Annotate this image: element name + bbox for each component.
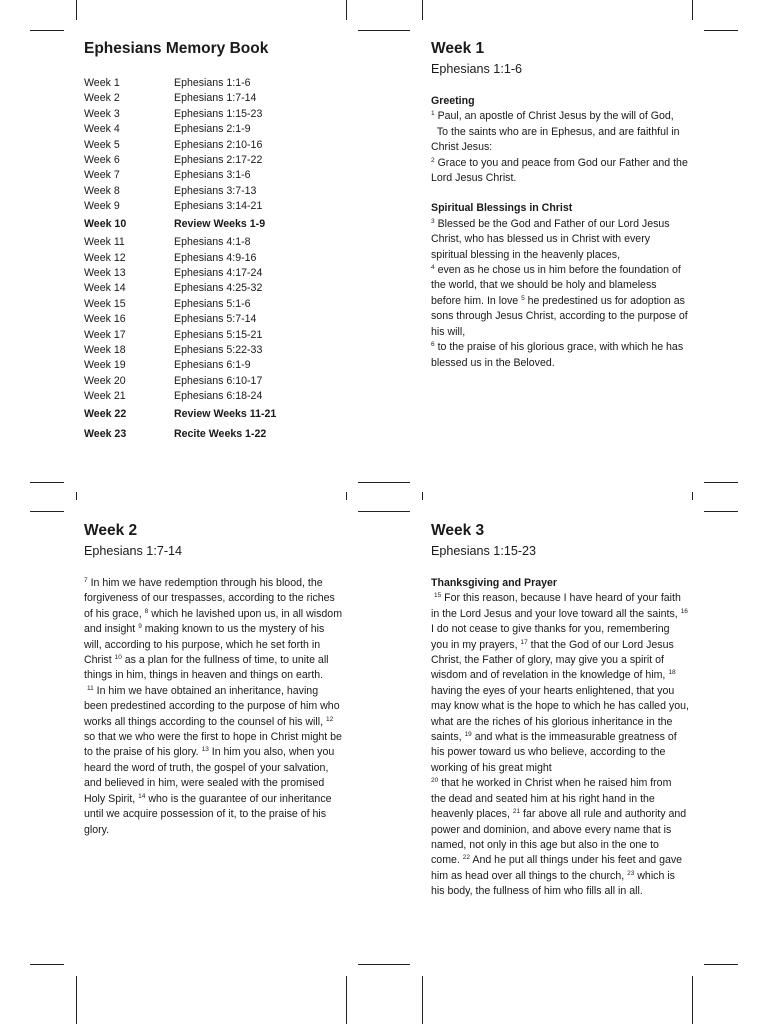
verse-paragraph [431,217,689,263]
crop-mark [422,492,423,500]
crop-mark [346,976,347,1024]
verse-number: 2 [431,156,435,164]
week2-panel [84,520,345,838]
verse-text: having the eyes of your hearts enlightened, that you may know what is the hope to which he has called you, what are the riches of his glorious inheritance in the saints, [431,669,692,744]
verse-number: 14 [138,792,146,800]
verse-paragraph [431,125,689,156]
toc-reference: Ephesians 3:1-6 [174,169,251,182]
toc-row [84,184,276,199]
toc-table [84,76,276,446]
verse-text: Blessed be the God and Father of our Lord Jesus Christ, who has blessed us in Christ with every spiritual blessing in the heavenly places, [431,217,673,261]
verse-text: In him we have obtained an inheritance, having been predestined according to the purpose of him who works all things according to the counsel of his will, [84,684,343,728]
verse-number: 3 [431,217,435,225]
toc-week: Week 9 [84,200,120,213]
verse-number: 23 [627,869,635,877]
section-heading: Greeting [431,95,475,107]
toc-reference: Ephesians 5:7-14 [174,313,257,326]
crop-mark [376,964,410,965]
toc-row [84,251,276,266]
crop-mark [422,0,423,20]
toc-week: Week 18 [84,344,126,356]
toc-week: Week 1 [84,77,120,89]
toc-row [84,358,276,373]
crop-mark [704,30,738,31]
verse-text: which is his body, the fullness of him who fills all in all. [431,869,678,898]
toc-reference: Ephesians 2:10-16 [174,138,263,151]
toc-week: Week 3 [84,107,120,120]
toc-reference: Ephesians 4:25-32 [174,282,263,295]
verse-number: 9 [138,623,142,631]
verse-text: that he worked in Christ when he raised him from the dead and seated him at his right hand in the heavenly places, [431,777,675,821]
verse-paragraph [431,263,689,340]
crop-mark [76,976,77,1024]
verse-text: And he put all things under his feet and gave him as head over all things to the church, [431,854,686,882]
verse-text: In him you also, when you heard the word of truth, the gospel of your salvation, and believed in him, were sealed with the promised Holy Spirit, [84,746,338,805]
toc-week: Week 8 [84,184,120,197]
toc-row [84,328,276,343]
section-heading: Spiritual Blessings in Christ [431,202,573,215]
toc-row [84,374,276,389]
verse-number: 21 [512,808,521,816]
verse-text: who is the guarantee of our inheritance until we acquire possession of it, to the praise of his glory. [84,792,335,836]
book-title: Ephesians Memory Book [84,40,269,57]
toc-week: Week 11 [84,236,125,249]
toc-week: Week 2 [84,92,120,105]
toc-week: Week 22 [84,407,127,420]
verse-number: 13 [201,746,209,754]
crop-mark [376,482,410,483]
verse-number: 10 [114,654,122,662]
verse-paragraph [84,684,345,838]
toc-row [84,91,276,106]
crop-mark [346,492,347,500]
toc-week: Week 7 [84,169,120,182]
section-heading: Thanksgiving and Prayer [431,577,557,589]
toc-week: Week 12 [84,251,126,264]
toc-row [84,235,276,250]
toc-reference: Ephesians 5:1-6 [174,297,251,310]
week-title: Week 2 [84,522,138,539]
verse-number: 1 [431,110,435,118]
toc-week: Week 23 [84,428,127,441]
toc-reference: Ephesians 3:7-13 [174,184,257,197]
verse-number: 20 [431,777,439,785]
toc-week: Week 17 [84,328,126,341]
crop-mark [692,492,693,500]
section-gap [431,186,689,201]
week1-panel [431,38,689,371]
toc-reference: Ephesians 4:9-16 [174,251,257,264]
crop-mark [376,30,410,31]
crop-mark [76,492,77,500]
toc-reference: Ephesians 5:22-33 [174,344,263,356]
crop-mark [30,30,64,31]
toc-row [84,281,276,296]
verse-text: Grace to you and peace from God our Father and the Lord Jesus Christ. [431,156,691,185]
verse-number: 6 [431,341,435,349]
toc-reference: Ephesians 1:7-14 [174,92,257,105]
verse-paragraph [431,109,689,124]
verse-text: making known to us the mystery of his will, according to his purpose, which he set forth in Christ [84,623,328,667]
toc-row [84,389,276,404]
toc-week: Week 16 [84,313,126,326]
toc-reference: Ephesians 2:17-22 [174,154,263,167]
toc-reference: Ephesians 6:1-9 [174,359,251,372]
crop-mark [704,964,738,965]
toc-reference: Ephesians 3:14-21 [174,200,263,213]
toc-row [84,312,276,327]
toc-reference: Ephesians 1:1-6 [174,77,251,89]
scripture-reference: Ephesians 1:15-23 [431,544,537,558]
toc-row [84,138,276,153]
toc-week: Week 13 [84,266,126,279]
toc-row [84,76,276,91]
week-title: Week 1 [431,40,485,57]
verse-paragraph [431,156,689,187]
toc-reference: Review Weeks 11-21 [174,407,277,420]
toc-week: Week 10 [84,217,127,230]
verse-paragraph [431,776,689,899]
toc-week: Week 15 [84,297,126,310]
verse-text: For this reason, because I have heard of your faith in the Lord Jesus and your love toward all the saints, [431,592,684,620]
verse-number: 5 [521,294,525,302]
crop-mark [346,0,347,20]
crop-mark [692,976,693,1024]
toc-reference: Ephesians 6:18-24 [174,390,263,403]
verse-text: even as he chose us in him before the foundation of the world, that we should be holy and blameless before him. In love [431,264,684,307]
toc-row [84,122,276,137]
verse-number: 7 [84,577,88,584]
toc-reference: Ephesians 4:1-8 [174,236,251,249]
verse-paragraph [431,340,689,371]
crop-mark [30,964,64,965]
toc-reference: Ephesians 2:1-9 [174,123,251,136]
week3-panel [431,520,692,900]
crop-mark [704,511,738,512]
verse-number: 11 [86,684,94,692]
verse-number: 8 [144,607,149,615]
crop-mark [422,976,423,1024]
toc-row [84,425,276,446]
toc-row [84,168,276,183]
toc-week: Week 14 [84,282,126,295]
toc-row [84,297,276,312]
toc-reference: Ephesians 5:15-21 [174,328,263,341]
crop-mark [692,0,693,20]
verse-text: and what is the immeasurable greatness of his power toward us who believe, according to the working of his great might [431,731,680,774]
toc-week: Week 21 [84,390,126,403]
verse-text: he predestined us for adoption as sons through Jesus Christ, according to the purpose of his will, [431,294,691,338]
verse-paragraph [431,591,692,776]
passage [84,576,345,838]
toc-reference: Ephesians 1:15-23 [174,107,263,120]
scripture-reference: Ephesians 1:7-14 [84,544,183,558]
verse-text: to the praise of his glorious grace, with which he has blessed us in the Beloved. [431,341,687,369]
crop-mark [376,511,410,512]
toc-reference: Ephesians 4:17-24 [174,266,263,279]
toc-row [84,215,276,236]
toc-row [84,343,276,358]
toc-week: Week 4 [84,123,120,136]
verse-number: 4 [431,264,435,272]
crop-mark [30,482,64,483]
scripture-reference: Ephesians 1:1-6 [431,62,523,76]
verse-number: 18 [668,669,676,677]
toc-row [84,199,276,214]
verse-text: so that we who were the first to hope in Christ might be to the praise of his glory. [84,715,345,759]
verse-number: 22 [462,854,471,862]
toc-panel [84,38,349,446]
toc-week: Week 6 [84,154,120,167]
verse-text: that the God of our Lord Jesus Christ, the Father of glory, may give you a spirit of wisdom and of revelation in the knowledge of him, [431,638,677,682]
verse-number: 15 [433,592,442,600]
verse-number: 17 [520,638,528,646]
toc-row [84,107,276,122]
verse-number: 19 [464,731,472,739]
toc-row [84,405,276,426]
verse-text: I do not cease to give thanks for you, remembering you in my prayers, [431,607,691,651]
verse-paragraph [84,576,345,684]
passage [431,576,692,900]
verse-text: Paul, an apostle of Christ Jesus by the will of God, [434,110,674,123]
passage [431,94,689,371]
crop-mark [76,0,77,20]
crop-mark [30,511,64,512]
toc-row [84,266,276,281]
toc-reference: Review Weeks 1-9 [174,217,266,230]
verse-text: which he lavished upon us, in all wisdom and insight [84,607,345,636]
toc-week: Week 19 [84,359,126,372]
verse-text: To the saints who are in Ephesus, and are faithful in Christ Jesus: [431,125,683,154]
verse-number: 12 [326,715,334,723]
toc-reference: Ephesians 6:10-17 [174,374,263,387]
verse-number: 16 [680,607,688,615]
verse-text: In him we have redemption through his blood, the forgiveness of our trespasses, according to the riches of his grace, [84,577,338,620]
toc-week: Week 20 [84,374,126,387]
verse-text: as a plan for the fullness of time, to unite all things in him, things in heaven and things on earth. [84,654,332,682]
toc-row [84,153,276,168]
crop-mark [704,482,738,483]
toc-reference: Recite Weeks 1-22 [174,428,267,441]
toc-week: Week 5 [84,138,120,151]
verse-text: far above all rule and authority and power and dominion, and above every name that is named, not only in this age but also in the one to come. [431,808,690,867]
week-title: Week 3 [431,522,485,539]
